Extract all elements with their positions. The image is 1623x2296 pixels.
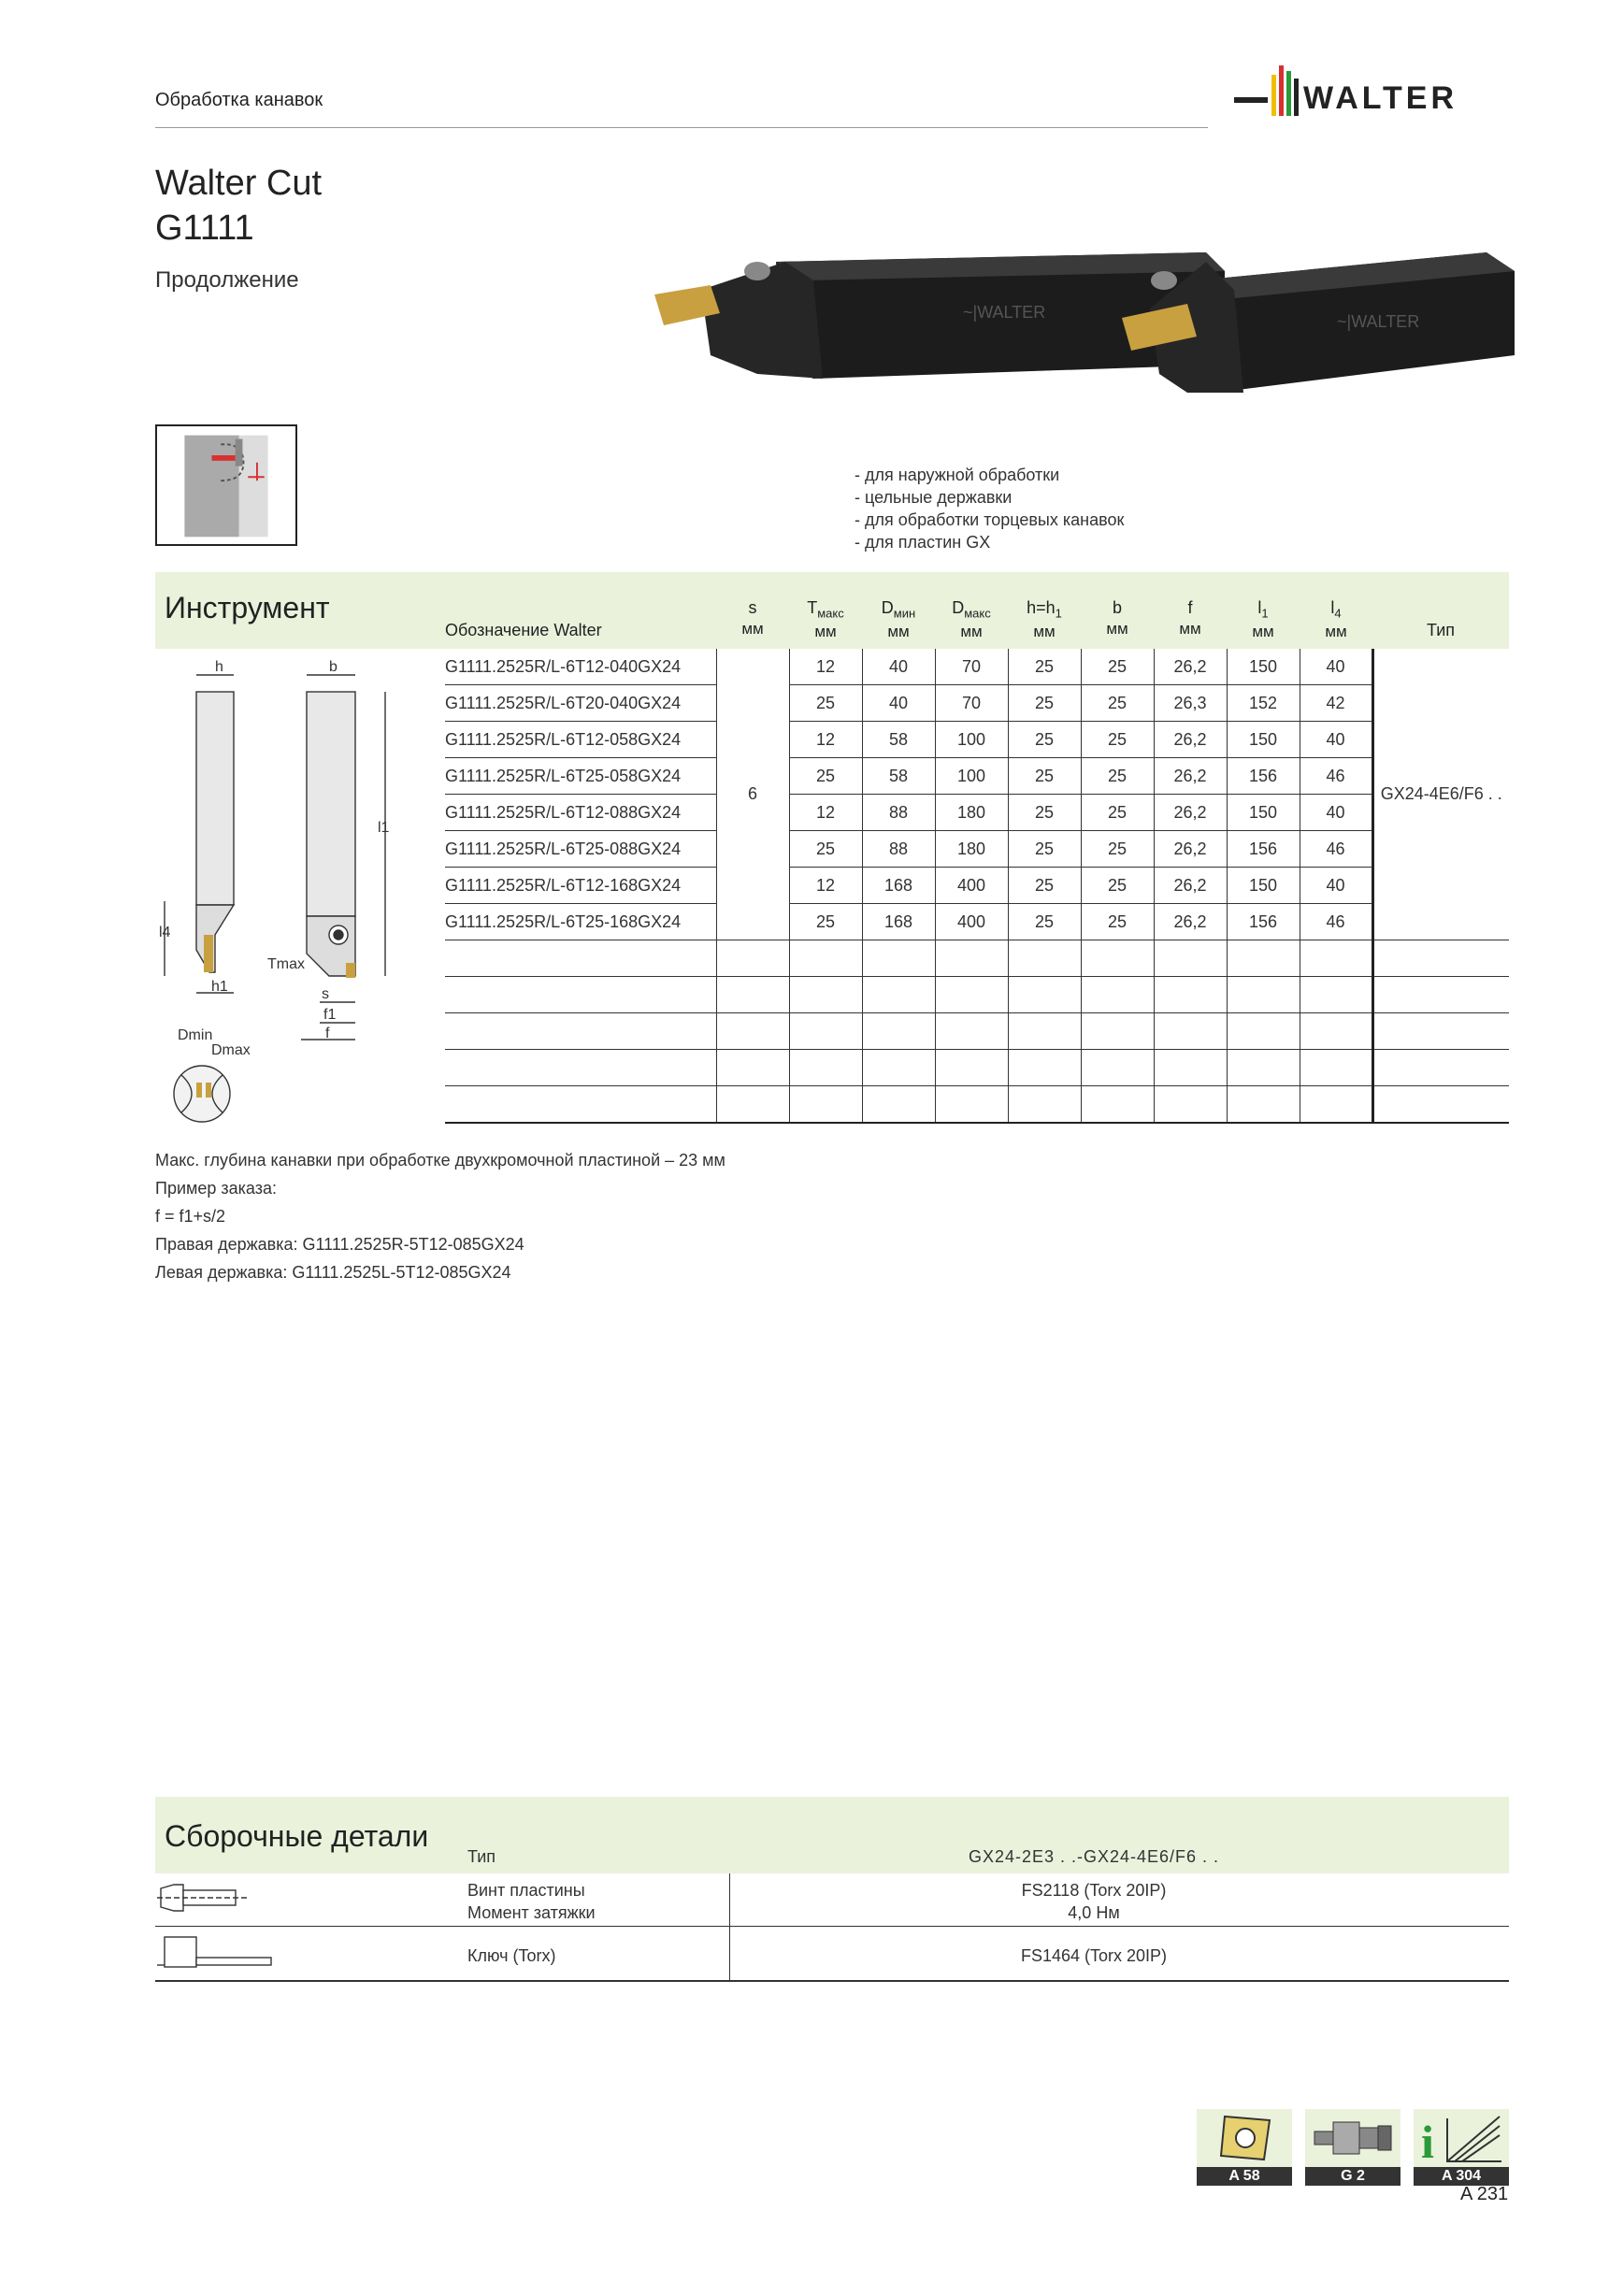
b-cell: 25 xyxy=(1081,685,1154,722)
empty-cell xyxy=(1008,1086,1081,1124)
col-hh1: $h=h_1$ мм xyxy=(1027,598,1062,640)
empty-cell xyxy=(789,1050,862,1086)
dmin-cell: 58 xyxy=(862,722,935,758)
key-value: FS1464 (Torx 20IP) xyxy=(1020,1946,1168,1965)
dmin-cell: 88 xyxy=(862,831,935,868)
dim-f: f xyxy=(325,1026,330,1041)
page-number: A 231 xyxy=(1460,2184,1509,2204)
empty-cell xyxy=(1081,1050,1154,1086)
table-row xyxy=(445,722,1509,758)
empty-cell xyxy=(1372,1050,1509,1086)
l1-cell: 150 xyxy=(1227,868,1300,904)
assembly-row1-values xyxy=(963,1879,1225,1924)
empty-row xyxy=(445,1050,1509,1086)
insert-reference-icon[interactable] xyxy=(1197,2109,1292,2167)
table-row xyxy=(445,795,1509,831)
dim-f1: f1 xyxy=(323,1007,337,1023)
l4-cell: 40 xyxy=(1300,722,1372,758)
l1-cell: 150 xyxy=(1227,795,1300,831)
assembly-section-title: Сборочные детали xyxy=(165,1819,429,1853)
empty-cell xyxy=(1154,1050,1227,1086)
tool-table xyxy=(445,649,1509,1124)
t-cell: 25 xyxy=(789,831,862,868)
dmax-cell: 400 xyxy=(935,904,1008,940)
empty-row xyxy=(445,1013,1509,1050)
t-cell: 12 xyxy=(789,868,862,904)
empty-cell xyxy=(716,1050,789,1086)
dmax-cell: 180 xyxy=(935,795,1008,831)
empty-cell xyxy=(1372,977,1509,1013)
f-cell: 26,2 xyxy=(1154,904,1227,940)
empty-cell xyxy=(789,977,862,1013)
h-cell: 25 xyxy=(1008,685,1081,722)
table-row xyxy=(445,758,1509,795)
s-value-cell: 6 xyxy=(716,649,789,940)
l4-cell: 40 xyxy=(1300,795,1372,831)
designation-cell: G1111.2525R/L-6T12-168GX24 xyxy=(445,868,716,904)
table-row xyxy=(445,649,1509,685)
note-line: Макс. глубина канавки при обработке двухкромочной пластиной – 23 мм xyxy=(155,1151,725,1170)
empty-cell xyxy=(1300,1050,1372,1086)
empty-cell xyxy=(1300,977,1372,1013)
empty-cell xyxy=(862,1013,935,1050)
dim-b: b xyxy=(329,659,338,675)
designation-cell: G1111.2525R/L-6T12-058GX24 xyxy=(445,722,716,758)
empty-cell xyxy=(789,1086,862,1124)
empty-cell xyxy=(445,1013,716,1050)
t-cell: 25 xyxy=(789,685,862,722)
svg-text:~|WALTER: ~|WALTER xyxy=(963,303,1046,322)
dmin-cell: 168 xyxy=(862,904,935,940)
col-tmax: $T_{макс}$ мм xyxy=(807,598,844,640)
note-line: Правая державка: G1111.2525R-5T12-085GX24 xyxy=(155,1235,524,1254)
empty-cell xyxy=(716,940,789,977)
empty-cell xyxy=(1081,1086,1154,1124)
empty-cell xyxy=(862,977,935,1013)
empty-cell xyxy=(1227,940,1300,977)
b-cell: 25 xyxy=(1081,758,1154,795)
f-cell: 26,2 xyxy=(1154,831,1227,868)
l1-cell: 150 xyxy=(1227,649,1300,685)
feature-list xyxy=(855,464,1124,553)
dim-dmin: Dmin xyxy=(178,1027,213,1043)
dmin-cell: 168 xyxy=(862,868,935,904)
l4-cell: 46 xyxy=(1300,831,1372,868)
t-cell: 12 xyxy=(789,795,862,831)
operation-pictogram xyxy=(155,424,297,546)
type-value-cell: GX24-4E6/F6 . . xyxy=(1372,649,1509,940)
f-cell: 26,2 xyxy=(1154,649,1227,685)
empty-cell xyxy=(1300,940,1372,977)
col-s: s мм xyxy=(741,598,764,638)
dmin-cell: 40 xyxy=(862,649,935,685)
empty-cell xyxy=(789,940,862,977)
assembly-bottom-rule xyxy=(155,1980,1509,1982)
empty-cell xyxy=(935,1086,1008,1124)
dmin-cell: 58 xyxy=(862,758,935,795)
col-designation: Обозначение Walter xyxy=(445,621,602,639)
insert-reference-tag[interactable]: A 58 xyxy=(1197,2167,1292,2186)
col-b: b мм xyxy=(1106,598,1128,638)
table-row xyxy=(445,831,1509,868)
dmax-cell: 180 xyxy=(935,831,1008,868)
empty-cell xyxy=(1300,1013,1372,1050)
tool-photo-left xyxy=(1103,234,1515,421)
dmin-cell: 88 xyxy=(862,795,935,831)
torx-key-icon xyxy=(155,1933,273,1974)
product-title xyxy=(155,161,322,251)
b-cell: 25 xyxy=(1081,795,1154,831)
l1-cell: 152 xyxy=(1227,685,1300,722)
f-cell: 26,2 xyxy=(1154,758,1227,795)
col-l4: $l_4$ мм xyxy=(1325,598,1347,640)
screw-label: Винт пластины xyxy=(467,1881,585,1900)
empty-cell xyxy=(862,1086,935,1124)
tool-dimension-drawing xyxy=(155,654,436,1141)
empty-cell xyxy=(716,1013,789,1050)
l1-cell: 156 xyxy=(1227,904,1300,940)
screw-value: FS2118 (Torx 20IP) xyxy=(1021,1881,1167,1900)
empty-cell xyxy=(1008,977,1081,1013)
dmax-cell: 70 xyxy=(935,685,1008,722)
dim-tmax: Tmax xyxy=(267,956,305,972)
empty-cell xyxy=(445,1050,716,1086)
l4-cell: 46 xyxy=(1300,904,1372,940)
designation-cell: G1111.2525R/L-6T25-058GX24 xyxy=(445,758,716,795)
key-label: Ключ (Torx) xyxy=(467,1946,556,1965)
empty-cell xyxy=(1081,1013,1154,1050)
toolholder-reference-tag[interactable]: G 2 xyxy=(1305,2167,1400,2186)
assembly-type-header: Тип xyxy=(467,1847,496,1866)
empty-cell xyxy=(1008,940,1081,977)
section-title: Обработка канавок xyxy=(155,90,323,110)
empty-cell xyxy=(935,1013,1008,1050)
designation-cell: G1111.2525R/L-6T25-088GX24 xyxy=(445,831,716,868)
col-dmax: $D_{макс}$ мм xyxy=(952,598,991,640)
empty-cell xyxy=(1154,977,1227,1013)
dmax-cell: 400 xyxy=(935,868,1008,904)
h-cell: 25 xyxy=(1008,868,1081,904)
note-line: Левая державка: G1111.2525L-5T12-085GX24 xyxy=(155,1263,511,1282)
assembly-type-value: GX24-2E3 . .-GX24-4E6/F6 . . xyxy=(968,1847,1220,1866)
empty-row xyxy=(445,977,1509,1013)
b-cell: 25 xyxy=(1081,868,1154,904)
dim-l4: l4 xyxy=(159,925,171,940)
svg-text:~|WALTER: ~|WALTER xyxy=(1337,312,1420,331)
f-cell: 26,2 xyxy=(1154,868,1227,904)
l1-cell: 150 xyxy=(1227,722,1300,758)
l4-cell: 40 xyxy=(1300,868,1372,904)
svg-text:i: i xyxy=(1421,2116,1434,2167)
dmax-cell: 100 xyxy=(935,722,1008,758)
feature-item: - цельные державки xyxy=(855,488,1013,507)
info-reference-icon[interactable] xyxy=(1414,2109,1509,2167)
h-cell: 25 xyxy=(1008,722,1081,758)
notes xyxy=(155,1146,725,1286)
b-cell: 25 xyxy=(1081,722,1154,758)
assembly-row-divider xyxy=(155,1926,1509,1927)
assembly-row1-labels xyxy=(467,1879,596,1924)
h-cell: 25 xyxy=(1008,904,1081,940)
empty-row xyxy=(445,940,1509,977)
torque-label: Момент затяжки xyxy=(467,1903,596,1922)
designation-cell: G1111.2525R/L-6T20-040GX24 xyxy=(445,685,716,722)
table-row xyxy=(445,868,1509,904)
f-cell: 26,3 xyxy=(1154,685,1227,722)
f-cell: 26,2 xyxy=(1154,722,1227,758)
h-cell: 25 xyxy=(1008,649,1081,685)
product-subtitle: Продолжение xyxy=(155,267,299,293)
header-rule xyxy=(155,127,1208,128)
empty-cell xyxy=(1372,1086,1509,1124)
empty-cell xyxy=(1008,1013,1081,1050)
assembly-column-divider xyxy=(729,1873,730,1980)
designation-cell: G1111.2525R/L-6T12-040GX24 xyxy=(445,649,716,685)
designation-cell: G1111.2525R/L-6T25-168GX24 xyxy=(445,904,716,940)
empty-cell xyxy=(1227,1050,1300,1086)
info-reference-tag[interactable]: A 304 xyxy=(1414,2167,1509,2186)
empty-cell xyxy=(1081,940,1154,977)
tool-section-title: Инструмент xyxy=(165,591,330,624)
empty-cell xyxy=(445,940,716,977)
empty-cell xyxy=(445,977,716,1013)
empty-cell xyxy=(1227,1086,1300,1124)
col-f: f мм xyxy=(1179,598,1201,638)
table-row xyxy=(445,685,1509,722)
product-title-line1: Walter Cut xyxy=(155,164,323,203)
empty-cell xyxy=(935,1050,1008,1086)
f-cell: 26,2 xyxy=(1154,795,1227,831)
dmax-cell: 70 xyxy=(935,649,1008,685)
t-cell: 12 xyxy=(789,722,862,758)
note-line: f = f1+s/2 xyxy=(155,1207,226,1226)
col-l1: $l_1$ мм xyxy=(1252,598,1274,640)
t-cell: 12 xyxy=(789,649,862,685)
l1-cell: 156 xyxy=(1227,831,1300,868)
svg-text:WALTER: WALTER xyxy=(1303,80,1458,116)
dim-h1: h1 xyxy=(211,979,228,995)
empty-cell xyxy=(935,977,1008,1013)
note-line: Пример заказа: xyxy=(155,1179,278,1198)
t-cell: 25 xyxy=(789,904,862,940)
empty-cell xyxy=(1300,1086,1372,1124)
dmin-cell: 40 xyxy=(862,685,935,722)
dim-dmax: Dmax xyxy=(211,1042,251,1058)
l4-cell: 42 xyxy=(1300,685,1372,722)
dim-h: h xyxy=(215,659,223,675)
h-cell: 25 xyxy=(1008,758,1081,795)
l4-cell: 40 xyxy=(1300,649,1372,685)
dmax-cell: 100 xyxy=(935,758,1008,795)
empty-row xyxy=(445,1086,1509,1124)
empty-cell xyxy=(862,940,935,977)
h-cell: 25 xyxy=(1008,795,1081,831)
empty-cell xyxy=(1008,1050,1081,1086)
b-cell: 25 xyxy=(1081,649,1154,685)
empty-cell xyxy=(716,977,789,1013)
empty-cell xyxy=(935,940,1008,977)
feature-item: - для обработки торцевых канавок xyxy=(855,510,1125,529)
b-cell: 25 xyxy=(1081,831,1154,868)
t-cell: 25 xyxy=(789,758,862,795)
empty-cell xyxy=(1154,1086,1227,1124)
feature-item: - для наружной обработки xyxy=(855,466,1060,484)
empty-cell xyxy=(1227,1013,1300,1050)
empty-cell xyxy=(1227,977,1300,1013)
table-row xyxy=(445,904,1509,940)
walter-logo xyxy=(1234,62,1509,122)
l4-cell: 46 xyxy=(1300,758,1372,795)
empty-cell xyxy=(1154,940,1227,977)
torque-value: 4,0 Нм xyxy=(1068,1903,1120,1922)
col-type: Тип xyxy=(1426,621,1455,639)
col-dmin: $D_{мин}$ мм xyxy=(881,598,916,640)
dim-s: s xyxy=(322,986,329,1002)
l1-cell: 156 xyxy=(1227,758,1300,795)
toolholder-reference-icon[interactable] xyxy=(1305,2109,1400,2167)
h-cell: 25 xyxy=(1008,831,1081,868)
empty-cell xyxy=(1154,1013,1227,1050)
designation-cell: G1111.2525R/L-6T12-088GX24 xyxy=(445,795,716,831)
empty-cell xyxy=(445,1086,716,1124)
empty-cell xyxy=(1372,940,1509,977)
dim-l1: l1 xyxy=(378,820,390,836)
empty-cell xyxy=(862,1050,935,1086)
empty-cell xyxy=(716,1086,789,1124)
empty-cell xyxy=(789,1013,862,1050)
b-cell: 25 xyxy=(1081,904,1154,940)
product-title-line2: G1111 xyxy=(155,208,254,248)
empty-cell xyxy=(1372,1013,1509,1050)
screw-icon xyxy=(155,1879,249,1916)
empty-cell xyxy=(1081,977,1154,1013)
feature-item: - для пластин GX xyxy=(855,533,991,552)
